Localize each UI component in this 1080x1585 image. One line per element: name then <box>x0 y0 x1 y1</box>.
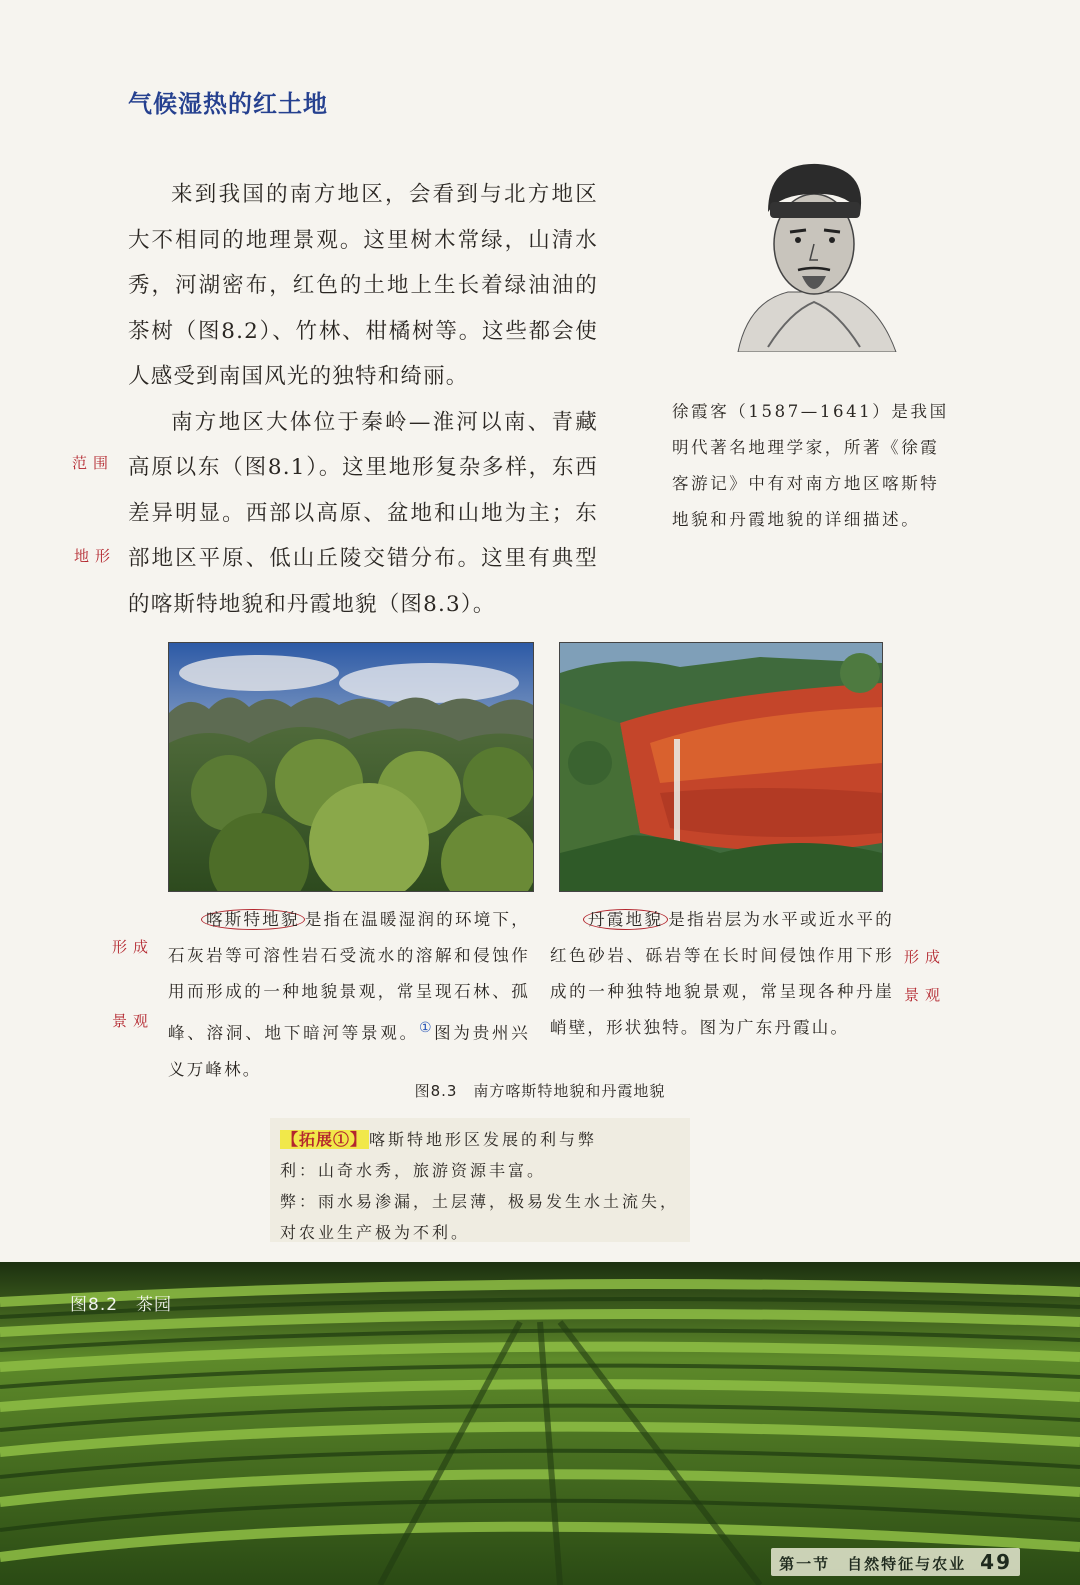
karst-caption <box>168 902 530 1088</box>
bio-text: 徐霞客（1587—1641）是我国明代著名地理学家，所著《徐霞客游记》中有对南方地区喀斯特地貌和丹霞地貌的详细描述。 <box>672 402 949 529</box>
page-number: 49 <box>980 1550 1012 1574</box>
margin-note-range: 范围 <box>72 454 115 472</box>
margin-note-formation-left: 形成 <box>112 938 155 956</box>
body-text <box>128 172 598 627</box>
danxia-term: 丹霞地貌 <box>583 909 668 930</box>
karst-caption-text: 是指在温暖湿润的环境下，石灰岩等可溶性岩石受流水的溶解和侵蚀作用而形成的一种地貌景观，常呈现石林、孤峰、溶洞、地下暗河等景观。 <box>168 910 530 1043</box>
extension-label: 【拓展①】 <box>282 1130 368 1149</box>
margin-note-terrain: 地形 <box>74 547 117 565</box>
margin-note-landscape-right: 景观 <box>904 986 947 1004</box>
danxia-photo <box>559 642 883 892</box>
karst-term: 喀斯特地貌 <box>201 909 305 930</box>
danxia-caption <box>550 902 894 1046</box>
margin-note-formation-right: 形成 <box>904 948 947 966</box>
extension-heading-line <box>280 1124 680 1155</box>
tea-garden-label: 图8.2 茶园 <box>70 1295 173 1315</box>
extension-heading: 喀斯特地形区发展的利与弊 <box>369 1130 598 1149</box>
page-footer <box>771 1548 1020 1576</box>
karst-photo <box>168 642 534 892</box>
section-title: 气候湿热的红土地 <box>128 90 328 118</box>
extension-cons: 弊：雨水易渗漏，土层薄，极易发生水土流失，对农业生产极为不利。 <box>280 1192 680 1242</box>
chapter-title: 第一节 自然特征与农业 <box>779 1555 967 1573</box>
danxia-caption-text: 是指岩层为水平或近水平的红色砂岩、砾岩等在长时间侵蚀作用下形成的一种独特地貌景观，常呈现各种丹崖峭壁，形状独特。图为广东丹霞山。 <box>550 910 894 1037</box>
paragraph-1: 来到我国的南方地区，会看到与北方地区大不相同的地理景观。这里树木常绿，山清水秀，河湖密布，红色的土地上生长着绿油油的茶树（图8.2）、竹林、柑橘树等。这些都会使人感受到南国风光的独特和绮丽。 <box>128 182 598 389</box>
xu-xiake-portrait <box>728 152 900 352</box>
figure-title: 图8.3 南方喀斯特地貌和丹霞地貌 <box>414 1082 666 1100</box>
margin-note-landscape-left: 景观 <box>112 1012 155 1030</box>
karst-note-mark: ① <box>418 1020 435 1036</box>
karst-caption-tail: 图为贵州兴义万峰林。 <box>168 1023 531 1079</box>
extension-pros: 利：山奇水秀，旅游资源丰富。 <box>280 1161 547 1180</box>
extension-note <box>270 1118 690 1242</box>
paragraph-2: 南方地区大体位于秦岭—淮河以南、青藏高原以东（图8.1）。这里地形复杂多样，东西差异明显。西部以高原、盆地和山地为主；东部地区平原、低山丘陵交错分布。这里有典型的喀斯特地貌和丹霞地貌（图8.3）。 <box>128 409 598 617</box>
